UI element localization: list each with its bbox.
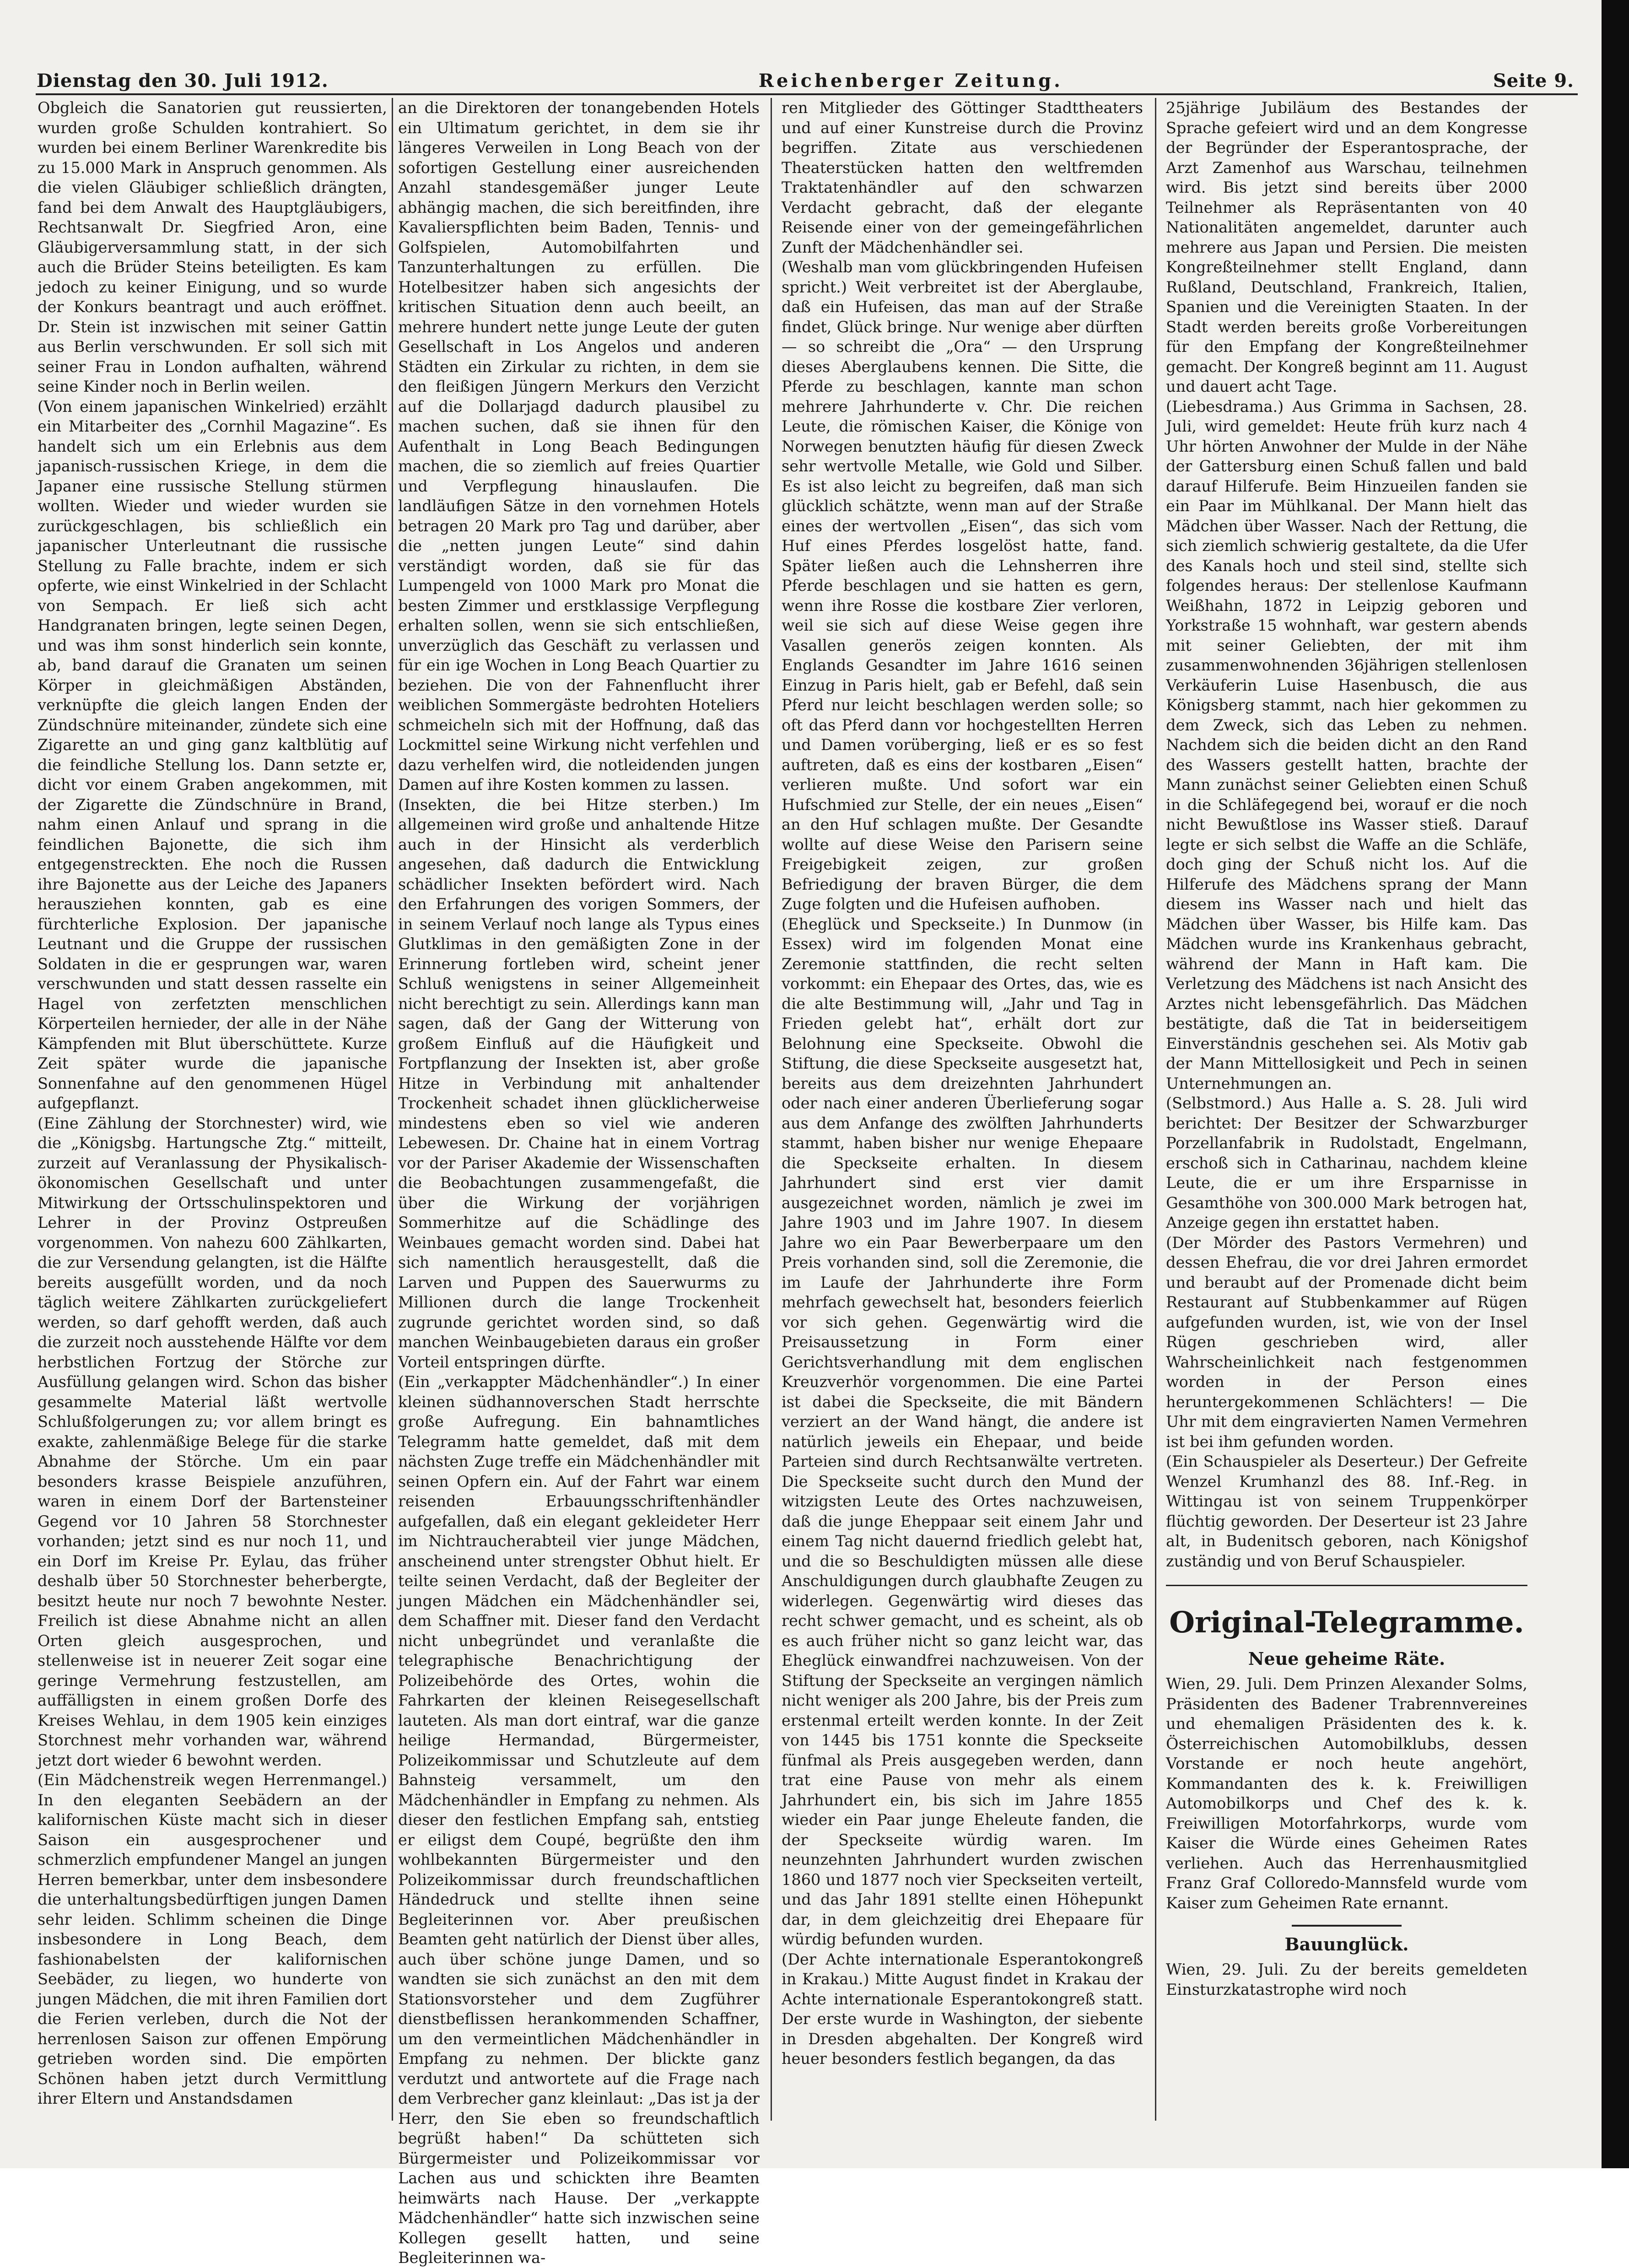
page-header	[37, 59, 1574, 92]
article-paragraph: ren Mitglieder des Göttinger Stadttheaters und auf einer Kunstreise durch die Provinz begriffen. Zitate aus verschiedenen Theaterstücken hatten den weltfremden Traktatenhändler auf den schwarzen Verdacht gebracht, daß der elegante Reisende einer von der gemeingefährlichen Zunft der Mädchenhändler sei.	[782, 99, 1143, 256]
header-newspaper-title: Reichenberger Zeitung.	[758, 70, 1063, 92]
article-paragraph: (Ein „verkappter Mädchenhändler“.) In einer kleinen südhannoverschen Stadt herrschte große Aufregung. Ein bahnamtliches Telegramm hatte gemeldet, daß mit dem nächsten Zuge treffe ein Mädchenhändler mit seinen Opfern ein. Auf der Fahrt war einem reisenden Erbauungsschriftenhändler aufgefallen, daß ein elegant gekleideter Herr im Nichtraucherabteil vier junge Mädchen, anscheinend unter strengster Obhut hielt. Er teilte seinen Verdacht, daß der Begleiter der jungen Mädchen ein Mädchenhändler sei, dem Schaffner mit. Dieser fand den Verdacht nicht unbegründet und veranlaßte die telegraphische Benachrichtigung der Polizeibehörde des Ortes, wohin die Fahrkarten der kleinen Reisegesellschaft lauteten. Als man dort eintraf, war die ganze heilige Hermandad, Bürgermeister, Polizeikommissar und Schutzleute auf dem Bahnsteig versammelt, um den Mädchenhändler in Empfang zu nehmen. Als dieser den festlichen Empfang sah, entstieg er eiligst dem Coupé, begrüßte den ihm wohlbekannten Bürgermeister und den Polizeikommissar durch freundschaftlichen Händedruck und stellte ihnen seine Begleiterinnen vor. Aber preußischen Beamten geht natürlich der Dienst über alles, auch über schöne junge Damen, und so wandten sie sich zunächst an den mit dem Stationsvorsteher und dem Zugführer dienstbeflissen herankommenden Schaffner, um den vermeintlichen Mädchenhändler in Empfang zu nehmen. Der blickte ganz verdutzt und antwortete auf die Frage nach dem Verbrecher ganz kleinlaut: „Das ist ja der Herr, den Sie eben so freundschaftlich begrüßt haben!“ Da schütteten sich Bürgermeister und Polizeikommissar vor Lachen aus und schickten ihre Beamten heimwärts nach Hause. Der „verkappte Mädchenhändler“ hatte sich inzwischen seine Kollegen gesellt hatten, und seine Begleiterinnen wa-	[398, 1373, 760, 2267]
article-paragraph: (Von einem japanischen Winkelried) erzählt ein Mitarbeiter des „Cornhil Magazine“. Es handelt sich um ein Erlebnis aus dem japanisch-russischen Kriege, in dem die Japaner eine russische Stellung stürmen wollten. Wieder und wieder wurden sie zurückgeschlagen, bis schließlich ein japanischer Unterleutnant die russische Stellung zu Falle brachte, indem er sich opferte, wie einst Winkelried in der Schlacht von Sempach. Er ließ sich acht Handgranaten bringen, legte seinen Degen, und was ihm sonst hinderlich sein konnte, ab, band darauf die Granaten um seinen Körper in gleichmäßigen Abständen, verknüpfte die gleich langen Enden der Zündschnüre miteinander, zündete sich eine Zigarette an und ging ganz kaltblütig auf die feindliche Stellung los. Dann setzte er, dicht vor einem Graben angekommen, mit der Zigarette die Zündschnüre in Brand, nahm einen Anlauf und sprang in die feindlichen Bajonette, die sich ihm entgegenstreckten. Ehe noch die Russen ihre Bajonette aus der Leiche des Japaners herausziehen konnten, gab es eine fürchterliche Explosion. Der japanische Leutnant und die Gruppe der russischen Soldaten in die er gesprungen war, waren verschwunden und statt dessen rasselte ein Hagel von zerfetzten menschlichen Körperteilen hernieder, der alle in der Nähe Kämpfenden mit Blut überschüttete. Kurze Zeit später wurde die japanische Sonnenfahne auf den genommenen Hügel aufgepflanzt.	[38, 397, 387, 1112]
telegram-subheading: Bauunglück.	[1284, 1934, 1409, 1955]
scan-edge	[1602, 0, 1629, 2168]
article-paragraph: (Selbstmord.) Aus Halle a. S. 28. Juli wird berichtet: Der Besitzer der Schwarzburger Porzellanfabrik in Rudolstadt, Engelmann, erschoß sich in Catharinau, nachdem kleine Leute, die er um ihre Ersparnisse in Gesamthöhe von 300.000 Mark betrogen hat, Anzeige gegen ihn erstattet haben.	[1166, 1094, 1527, 1231]
article-paragraph: 25jährige Jubiläum des Bestandes der Sprache gefeiert wird und an dem Kongresse der Begründer der Esperantosprache, der Arzt Zamenhof aus Warschau, teilnehmen wird. Bis jetzt sind bereits über 2000 Teilnehmer als Repräsentanten von 40 Nationalitäten angemeldet, darunter auch mehrere aus Japan und Persien. Die meisten Kongreßteilnehmer stellt England, dann Rußland, Deutschland, Frankreich, Italien, Spanien und die Vereinigten Staaten. In der Stadt werden bereits große Vorbereitungen für den Empfang der Kongreßteilnehmer gemacht. Der Kongreß beginnt am 11. August und dauert acht Tage.	[1166, 99, 1527, 395]
article-paragraph: (Ein Mädchenstreik wegen Herrenmangel.) In den eleganten Seebädern an der kalifornischen Küste macht sich in dieser Saison ein ausgesprochener und schmerzlich empfundener Mangel an jungen Herren bemerkbar, unter dem insbesondere die unterhaltungsbedürftigen jungen Damen sehr leiden. Schlimm scheinen die Dinge insbesondere in Long Beach, dem fashionabelsten der kalifornischen Seebäder, zu liegen, wo hunderte von jungen Mädchen, die mit ihren Familien dort die Ferien verleben, durch die Not der herrenlosen Saison zur offenen Empörung getrieben worden sind. Die empörten Schönen haben jetzt durch Vermittlung ihrer Eltern und Anstandsdamen	[38, 1771, 387, 2107]
column-4	[1166, 98, 1527, 2121]
article-paragraph: (Ein Schauspieler als Deserteur.) Der Gefreite Wenzel Krumhanzl des 88. Inf.-Reg. in Wittingau ist von seinem Truppenkörper flüchtig geworden. Der Deserteur ist 23 Jahre alt, in Budenitsch geboren, nach Königshof zuständig und von Beruf Schauspieler.	[1166, 1453, 1527, 1570]
article-paragraph: (Insekten, die bei Hitze sterben.) Im allgemeinen wird große und anhaltende Hitze auch in der Hinsicht als verderblich angesehen, daß dadurch die Entwicklung schädlicher Insekten befördert wird. Nach den Erfahrungen des vorigen Sommers, der in seinem Verlauf noch lange als Typus eines Glutklimas in den gemäßigten Zone in der Erinnerung fortleben wird, scheint jener Schluß wenigstens in seiner Allgemeinheit nicht berechtigt zu sein. Allerdings kann man sagen, daß der Gang der Witterung von großem Einfluß auf die Häufigkeit und Fortpflanzung der Insekten ist, aber große Hitze in Verbindung mit anhaltender Trockenheit schadet ihnen glücklicherweise mindestens eben so viel wie anderen Lebewesen. Dr. Chaine hat in einem Vortrag vor der Pariser Akademie der Wissenschaften die Beobachtungen zusammengefaßt, die über die Wirkung der vorjährigen Sommerhitze auf die Schädlinge des Weinbaues gemacht worden sind. Dabei hat sich namentlich herausgestellt, daß die Larven und Puppen des Sauerwurms zu Millionen durch die lange Trockenheit zugrunde gerichtet worden sind, so daß manchen Weinbaugebieten daraus ein großer Vorteil entspringen dürfte.	[398, 795, 760, 1371]
article-paragraph: (Eine Zählung der Storchnester) wird, wie die „Königsbg. Hartungsche Ztg.“ mitteilt, zurzeit auf Veranlassung der Physikalisch-ökonomischen Gesellschaft und unter Mitwirkung der Ortsschulinspektoren und Lehrer in der Provinz Ostpreußen vorgenommen. Von nahezu 600 Zählkarten, die zur Versendung gelangten, ist die Hälfte bereits ausgefüllt worden, und da noch täglich weitere Zählkarten zurückgeliefert werden, so darf gehofft werden, daß auch die zurzeit noch ausstehende Hälfte vor dem herbstlichen Fortzug der Störche zur Ausfüllung gelangen wird. Schon das bisher gesammelte Material läßt wertvolle Schlußfolgerungen zu; vor allem bringt es exakte, zahlenmäßige Belege für die starke Abnahme der Störche. Um ein paar besonders krasse Beispiele anzuführen, waren in einem Dorf der Bartensteiner Gegend vor 10 Jahren 58 Storchnester vorhanden; jetzt sind es nur noch 11, und ein Dorf im Kreise Pr. Eylau, das früher deshalb über 50 Storchnester beherbergte, besitzt heute nur noch 7 bewohnte Nester. Freilich ist diese Abnahme nicht an allen Orten gleich ausgesprochen, und stellenweise ist in neuerer Zeit sogar eine geringe Vermehrung festzustellen, am auffälligsten in einem großen Dorfe des Kreises Wehlau, in dem 1905 kein einziges Storchnest mehr vorhanden war, während jetzt dort wieder 6 bewohnt werden.	[38, 1114, 387, 1769]
article-paragraph: an die Direktoren der tonangebenden Hotels ein Ultimatum gerichtet, in dem sie ihr längeres Verweilen in Long Beach von der sofortigen Gestellung einer ausreichenden Anzahl standesgemäßer junger Leute abhängig machen, die sich bereitfinden, ihre Kavalierspflichten beim Baden, Tennis- und Golfspielen, Automobilfahrten und Tanzunterhaltungen zu erfüllen. Die Hotelbesitzer haben sich angesichts der kritischen Situation denn auch beeilt, an mehrere hundert nette junge Leute der guten Gesellschaft in Los Angelos und anderen Städten ein Zirkular zu richten, in dem sie den fleißigen Jüngern Merkurs den Verzicht auf die Dollarjagd dadurch plausibel zu machen suchen, daß sie ihnen für den Aufenthalt in Long Beach Bedingungen machen, die so ziemlich auf freies Quartier und Verpflegung hinauslaufen. Die landläufigen Sätze in den vornehmen Hotels betragen 20 Mark pro Tag und darüber, aber die „netten jungen Leute“ sind dahin verständigt worden, daß sie für das Lumpengeld von 1000 Mark pro Monat die besten Zimmer und erstklassige Verpflegung erhalten sollen, wenn sie sich entschließen, unverzüglich das Geschäft zu verlassen und für ein ige Wochen in Long Beach Quartier zu beziehen. Die von der Fahnenflucht ihrer weiblichen Sommergäste bedrohten Hoteliers schmeicheln sich mit der Hoffnung, daß das Lockmittel seine Wirkung nicht verfehlen und dazu verhelfen wird, die notleidenden jungen Damen auf ihre Kosten kommen zu lassen.	[398, 99, 760, 794]
article-paragraph: (Eheglück und Speckseite.) In Dunmow (in Essex) wird im folgenden Monat eine Zeremonie stattfinden, die recht selten vorkommt: ein Ehepaar des Ortes, das, wie es die alte Bestimmung will, „Jahr und Tag in Frieden gelebt hat“, erhält dort zur Belohnung eine Speckseite. Obwohl die Stiftung, die diese Speckseite ausgesetzt hat, bereits aus dem dreizehnten Jahrhundert oder nach einer anderen Überlieferung sogar aus dem Anfange des zwölften Jahrhunderts stammt, haben bisher nur wenige Ehepaare die Speckseite erhalten. In diesem Jahrhundert sind erst vier damit ausgezeichnet worden, nämlich je zwei im Jahre 1903 und im Jahre 1907. In diesem Jahre wo ein Paar Bewerberpaare um den Preis vorhanden sind, soll die Zeremonie, die im Laufe der Jahrhunderte ihre Form mehrfach gewechselt hat, besonders feierlich vor sich gehen. Gegenwärtig wird die Preisaussetzung in Form einer Gerichtsverhandlung mit dem englischen Kreuzverhör vorgenommen. Die eine Partei ist dabei die Speckseite, die mit Bändern verziert an der Wand hängt, die andere ist natürlich jeweils ein Ehepaar, und beide Parteien sind durch Rechtsanwälte vertreten. Die Speckseite sucht durch den Mund der witzigsten Leute des Ortes nachzuweisen, daß die junge Eheppaar seit einem Jahr und einem Tag nicht dauernd friedlich gelebt hat, und die so Beschuldigten müssen alle diese Anschuldigungen durch glaubhafte Zeugen zu widerlegen. Gegenwärtig wird dieses das recht schwer gemacht, und es scheint, als ob es auch früher nicht so ganz leicht war, das Eheglück einwandfrei nachzuweisen. Von der Stiftung der Speckseite an vergingen nämlich nicht weniger als 200 Jahre, bis der Preis zum erstenmal erteilt werden konnte. In der Zeit von 1445 bis 1751 konnte die Speckseite fünfmal als Preis ausgegeben werden, dann trat eine Pause von mehr als einem Jahrhundert ein, bis sich im Jahre 1855 wieder ein Paar junge Eheleute fanden, die der Speckseite würdig waren. Im neunzehnten Jahrhundert wurden zwischen 1860 und 1877 noch vier Speckseiten verteilt, und das Jahr 1891 stellte einen Höhepunkt dar, in dem gleichzeitig drei Ehepaare für würdig befunden wurden.	[782, 915, 1143, 1948]
telegram-subheading: Neue geheime Räte.	[1248, 1648, 1446, 1669]
separator-rule	[1292, 1925, 1402, 1927]
article-paragraph: (Liebesdrama.) Aus Grimma in Sachsen, 28. Juli, wird gemeldet: Heute früh kurz nach 4 Uhr hörten Anwohner der Mulde in der Nähe der Gattersburg einen Schuß fallen und bald darauf Hilferufe. Beim Hinzueilen fanden sie ein Paar im Mühlkanal. Der Mann hielt das Mädchen über Wasser. Nach der Rettung, die sich ziemlich schwierig gestaltete, da die Ufer des Kanals hoch und steil sind, stellte sich folgendes heraus: Der stellenlose Kaufmann Weißhahn, 1872 in Leipzig geboren und Yorkstraße 15 wohnhaft, war gestern abends mit seiner Geliebten, der mit ihm zusammenwohnenden 36jährigen stellenlosen Verkäuferin Luise Hasenbusch, die aus Königsberg stammt, nach hier gekommen zu dem Zweck, sich das Leben zu nehmen. Nachdem sich die beiden dicht an den Rand des Wassers gestellt hatten, brachte der Mann zunächst seiner Geliebten einen Schuß in die Schläfegegend bei, worauf er die noch nicht Bewußtlose ins Wasser stieß. Darauf legte er sich selbst die Waffe an die Schläfe, doch ging der Schuß nicht los. Auf die Hilferufe des Mädchens sprang der Mann diesem ins Wasser nach und hielt das Mädchen über Wasser, bis Hilfe kam. Das Mädchen wurde ins Krankenhaus gebracht, während der Mann in Haft kam. Die Verletzung des Mädchens ist nach Ansicht des Arztes nicht lebensgefährlich. Das Mädchen bestätigte, daß die Tat in beiderseitigem Einverständnis geschehen sei. Als Motiv gab der Mann Mittellosigkeit und Pech in seinen Unternehmungen an.	[1166, 397, 1527, 1092]
article-paragraph: (Der Achte internationale Esperantokongreß in Krakau.) Mitte August findet in Krakau der Achte internationale Esperantokongreß statt. Der erste wurde in Washington, der siebente in Dresden abgehalten. Der Kongreß wird heuer besonders festlich begangen, da das	[782, 1950, 1143, 2068]
column-1	[38, 98, 387, 2121]
article-paragraph: (Der Mörder des Pastors Vermehren) und dessen Ehefrau, die vor drei Jahren ermordet und beraubt auf der Promenade dicht beim Restaurant auf Stubbenkammer auf Rügen aufgefunden wurden, ist, wie von der Insel Rügen geschrieben wird, aller Wahrscheinlichkeit nach festgenommen worden in der Person eines heruntergekommenen Schlächters! — Die Uhr mit dem eingravierten Namen Vermehren ist bei ihm gefunden worden.	[1166, 1233, 1527, 1451]
header-date: Dienstag den 30. Juli 1912.	[37, 70, 329, 92]
telegram-paragraph: Wien, 29. Juli. Dem Prinzen Alexander Solms, Präsidenten des Badener Trabrennvereines und ehemaligen Präsidenten des k. k. Österreichischen Automobilklubs, dessen Vorstande er noch heute angehört, Kommandanten des k. k. Freiwilligen Automobilkorps und Chef des k. k. Freiwilligen Motorfahrkorps, wurde vom Kaiser die Würde eines Geheimen Rates verliehen. Auch das Herrenhausmitglied Franz Graf Colloredo-Mannsfeld wurde vom Kaiser zum Geheimen Rate ernannt.	[1166, 1675, 1527, 1912]
article-paragraph: (Weshalb man vom glückbringenden Hufeisen spricht.) Weit verbreitet ist der Aberglaube, daß ein Hufeisen, das man auf der Straße findet, Glück bringe. Nur wenige aber dürften — so schreibt die „Ora“ — den Ursprung dieses Aberglaubens kennen. Die Sitte, die Pferde zu beschlagen, kannte man schon mehrere Jahrhunderte v. Chr. Die reichen Leute, die römischen Kaiser, die Könige von Norwegen benutzten häufig für diesen Zweck sehr wertvolle Metalle, wie Gold und Silber. Es ist also leicht zu begreifen, daß man sich glücklich schätzte, wenn man auf der Straße eines der wertvollen „Eisen“, das sich vom Huf eines Pferdes losgelöst hatte, fand. Später ließen auch die Lehnsherren ihre Pferde beschlagen und sie hatten es gern, wenn ihre Rosse die kostbare Zier verloren, weil sie sich auf diese Weise gegen ihre Vasallen generös zeigen konnten. Als Englands Gesandter im Jahre 1616 seinen Einzug in Paris hielt, gab er Befehl, daß sein Pferd nur leicht beschlagen werden solle; so oft das Pferd dann vor hochgestellten Herren und Damen vorüberging, ließ er es so fest auftreten, daß es eins der kostbaren „Eisen“ verlieren mußte. Und sofort war ein Hufschmied zur Stelle, der ein neues „Eisen“ an den Huf schlagen mußte. Der Gesandte wollte auf diese Weise den Parisern seine Freigebigkeit zeigen, zur großen Befriedigung der braven Bürger, die dem Zuge folgten und die Hufeisen aufhoben.	[782, 258, 1143, 913]
column-divider	[392, 98, 393, 2121]
article-paragraph: Obgleich die Sanatorien gut reussierten, wurden große Schulden kontrahiert. So wurden bei einem Berliner Warenkredite bis zu 15.000 Mark in Anspruch genommen. Als die vielen Gläubiger schließlich drängten, fand bei dem Anwalt des Hauptgläubigers, Rechtsanwalt Dr. Siegfried Aron, eine Gläubigerversammlung statt, in der sich auch die Brüder Steins beteiligten. Es kam jedoch zu keiner Einigung, und so wurde der Konkurs beantragt und auch eröffnet. Dr. Stein ist inzwischen mit seiner Gattin aus Berlin verschwunden. Er soll sich mit seiner Frau in London aufhalten, während seine Kinder noch in Berlin weilen.	[38, 99, 387, 395]
telegram-paragraph: Wien, 29. Juli. Zu der bereits gemeldeten Einsturzkatastrophe wird noch	[1166, 1960, 1527, 1998]
telegram-heading: Original-Telegramme.	[1169, 1605, 1524, 1640]
section-rule	[1166, 1585, 1527, 1586]
column-divider	[771, 98, 772, 2121]
column-3	[782, 98, 1143, 2121]
column-divider	[1155, 98, 1156, 2121]
header-page-number: Seite 9.	[1493, 70, 1574, 92]
header-rule	[36, 93, 1578, 95]
column-2	[398, 98, 760, 2267]
